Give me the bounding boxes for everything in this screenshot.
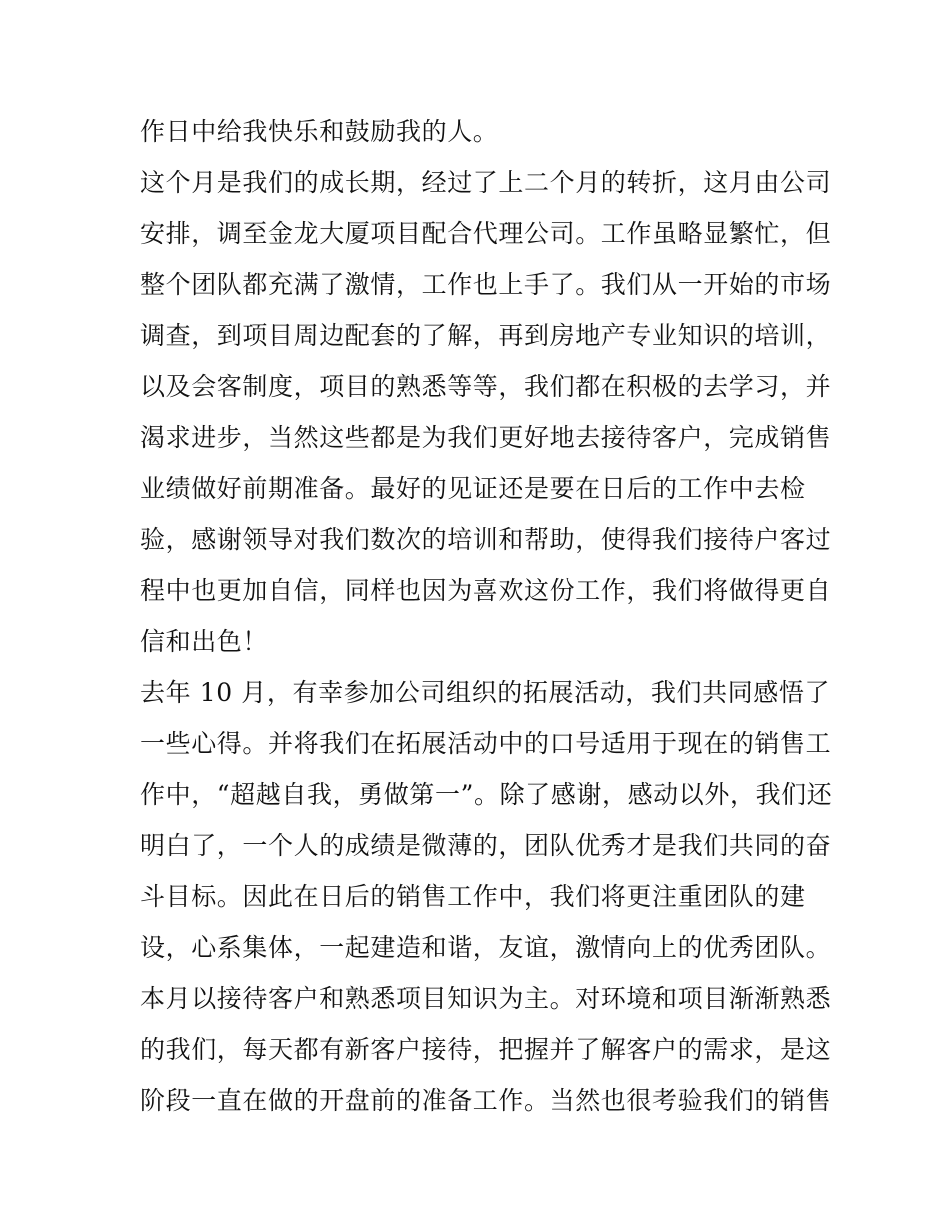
- text-line: 作日中给我快乐和鼓励我的人。: [140, 117, 499, 146]
- text-line: 的我们，每天都有新客户接待，把握并了解客户的需求，是这: [140, 1035, 832, 1064]
- text-line: 以及会客制度，项目的熟悉等等，我们都在积极的去学习，并: [140, 372, 832, 401]
- text-line: 验，感谢领导对我们数次的培训和帮助，使得我们接待户客过: [140, 525, 832, 554]
- text-line: 阶段一直在做的开盘前的准备工作。当然也很考验我们的销售: [140, 1086, 832, 1115]
- text-line: 信和出色！: [140, 627, 269, 656]
- text-line: 渴求进步，当然这些都是为我们更好地去接待客户，完成销售: [140, 423, 832, 452]
- text-line: 斗目标。因此在日后的销售工作中，我们将更注重团队的建: [140, 882, 806, 911]
- text-line: 调查，到项目周边配套的了解，再到房地产专业知识的培训，: [140, 321, 832, 350]
- document-body-text: [140, 106, 833, 1126]
- text-line: 安排，调至金龙大厦项目配合代理公司。工作虽略显繁忙，但: [140, 219, 832, 248]
- text-line: 作中，“超越自我，勇做第一”。除了感谢，感动以外，我们还: [140, 780, 833, 809]
- text-line: 设，心系集体，一起建造和谐，友谊，激情向上的优秀团队。: [140, 933, 832, 962]
- text-line: 去年 10 月，有幸参加公司组织的拓展活动，我们共同感悟了: [140, 678, 831, 707]
- text-line: 业绩做好前期准备。最好的见证还是要在日后的工作中去检: [140, 474, 806, 503]
- text-line: 一些心得。并将我们在拓展活动中的口号适用于现在的销售工: [140, 729, 832, 758]
- text-line: 明白了，一个人的成绩是微薄的，团队优秀才是我们共同的奋: [140, 831, 832, 860]
- text-line: 整个团队都充满了激情，工作也上手了。我们从一开始的市场: [140, 270, 832, 299]
- text-line: 本月以接待客户和熟悉项目知识为主。对环境和项目渐渐熟悉: [140, 984, 832, 1013]
- text-line: 程中也更加自信，同样也因为喜欢这份工作，我们将做得更自: [140, 576, 832, 605]
- text-line: 这个月是我们的成长期，经过了上二个月的转折，这月由公司: [140, 168, 832, 197]
